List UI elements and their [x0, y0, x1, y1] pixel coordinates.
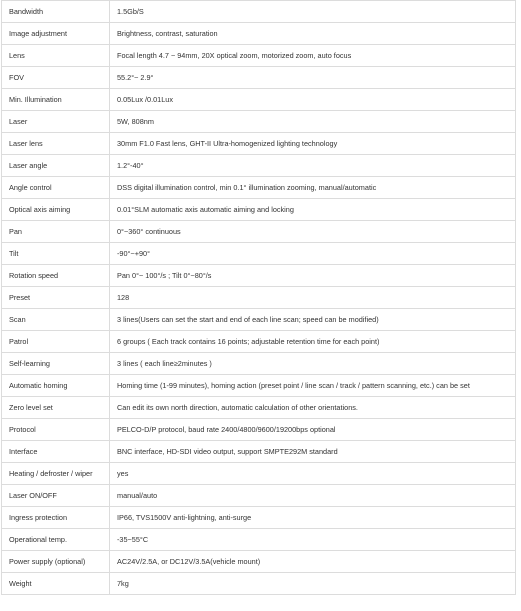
specification-table-body — [2, 1, 516, 595]
spec-parameter-name: Interface — [2, 441, 110, 463]
spec-parameter-value: -90°~+90° — [110, 243, 516, 265]
spec-row — [2, 441, 516, 463]
spec-parameter-value: Homing time (1-99 minutes), homing action (preset point / line scan / track / pattern scanning, etc.) can be set — [110, 375, 516, 397]
spec-parameter-name: Laser angle — [2, 155, 110, 177]
spec-parameter-name: Laser — [2, 111, 110, 133]
spec-parameter-name: Bandwidth — [2, 1, 110, 23]
spec-parameter-value: BNC interface, HD-SDI video output, support SMPTE292M standard — [110, 441, 516, 463]
spec-parameter-value: Pan 0°~ 100°/s ; Tilt 0°~80°/s — [110, 265, 516, 287]
spec-parameter-name: Self-learning — [2, 353, 110, 375]
spec-parameter-value: 0.05Lux /0.01Lux — [110, 89, 516, 111]
spec-row — [2, 199, 516, 221]
spec-parameter-value: 7kg — [110, 573, 516, 595]
spec-parameter-name: Operational temp. — [2, 529, 110, 551]
spec-parameter-name: Power supply (optional) — [2, 551, 110, 573]
spec-parameter-value: manual/auto — [110, 485, 516, 507]
spec-row — [2, 375, 516, 397]
spec-parameter-name: Weight — [2, 573, 110, 595]
spec-parameter-value: -35~55°C — [110, 529, 516, 551]
spec-row — [2, 573, 516, 595]
spec-parameter-name: Tilt — [2, 243, 110, 265]
spec-parameter-value: Focal length 4.7 ~ 94mm, 20X optical zoom, motorized zoom, auto focus — [110, 45, 516, 67]
spec-row — [2, 89, 516, 111]
spec-parameter-name: Laser lens — [2, 133, 110, 155]
spec-parameter-name: Angle control — [2, 177, 110, 199]
spec-row — [2, 485, 516, 507]
spec-parameter-value: 3 lines ( each line≥2minutes ) — [110, 353, 516, 375]
spec-row — [2, 551, 516, 573]
spec-row — [2, 419, 516, 441]
spec-parameter-name: Min. Illumination — [2, 89, 110, 111]
spec-row — [2, 155, 516, 177]
spec-parameter-value: 1.2°-40° — [110, 155, 516, 177]
spec-row — [2, 45, 516, 67]
spec-parameter-name: Lens — [2, 45, 110, 67]
spec-row — [2, 463, 516, 485]
spec-row — [2, 309, 516, 331]
spec-parameter-name: Ingress protection — [2, 507, 110, 529]
spec-parameter-value: 30mm F1.0 Fast lens, GHT-II Ultra-homogenized lighting technology — [110, 133, 516, 155]
spec-parameter-name: Image adjustment — [2, 23, 110, 45]
spec-row — [2, 331, 516, 353]
spec-parameter-value: 128 — [110, 287, 516, 309]
spec-row — [2, 177, 516, 199]
spec-parameter-name: Protocol — [2, 419, 110, 441]
spec-row — [2, 529, 516, 551]
spec-parameter-value: yes — [110, 463, 516, 485]
spec-row — [2, 243, 516, 265]
spec-row — [2, 507, 516, 529]
spec-row — [2, 67, 516, 89]
spec-parameter-name: Laser ON/OFF — [2, 485, 110, 507]
spec-parameter-value: DSS digital illumination control, min 0.1° illumination zooming, manual/automatic — [110, 177, 516, 199]
spec-row — [2, 111, 516, 133]
spec-parameter-value: Brightness, contrast, saturation — [110, 23, 516, 45]
specification-table — [1, 0, 516, 595]
spec-parameter-value: 5W, 808nm — [110, 111, 516, 133]
spec-row — [2, 287, 516, 309]
spec-parameter-name: Rotation speed — [2, 265, 110, 287]
spec-parameter-value: 0°~360° continuous — [110, 221, 516, 243]
spec-parameter-value: 3 lines(Users can set the start and end of each line scan; speed can be modified) — [110, 309, 516, 331]
spec-parameter-name: Optical axis aiming — [2, 199, 110, 221]
spec-row — [2, 23, 516, 45]
spec-parameter-value: 1.5Gb/S — [110, 1, 516, 23]
spec-row — [2, 265, 516, 287]
spec-parameter-name: Patrol — [2, 331, 110, 353]
spec-parameter-value: IP66, TVS1500V anti-lightning, anti-surge — [110, 507, 516, 529]
spec-parameter-name: Pan — [2, 221, 110, 243]
spec-parameter-name: Preset — [2, 287, 110, 309]
spec-parameter-value: AC24V/2.5A, or DC12V/3.5A(vehicle mount) — [110, 551, 516, 573]
spec-row — [2, 397, 516, 419]
spec-parameter-name: Automatic homing — [2, 375, 110, 397]
spec-parameter-value: 0.01°SLM automatic axis automatic aiming and locking — [110, 199, 516, 221]
spec-row — [2, 1, 516, 23]
spec-parameter-name: Zero level set — [2, 397, 110, 419]
spec-row — [2, 133, 516, 155]
spec-parameter-name: FOV — [2, 67, 110, 89]
spec-row — [2, 353, 516, 375]
spec-parameter-value: PELCO-D/P protocol, baud rate 2400/4800/9600/19200bps optional — [110, 419, 516, 441]
spec-parameter-value: Can edit its own north direction, automatic calculation of other orientations. — [110, 397, 516, 419]
spec-parameter-name: Scan — [2, 309, 110, 331]
spec-parameter-value: 6 groups ( Each track contains 16 points; adjustable retention time for each point) — [110, 331, 516, 353]
spec-parameter-value: 55.2°~ 2.9° — [110, 67, 516, 89]
spec-parameter-name: Heating / defroster / wiper — [2, 463, 110, 485]
spec-row — [2, 221, 516, 243]
